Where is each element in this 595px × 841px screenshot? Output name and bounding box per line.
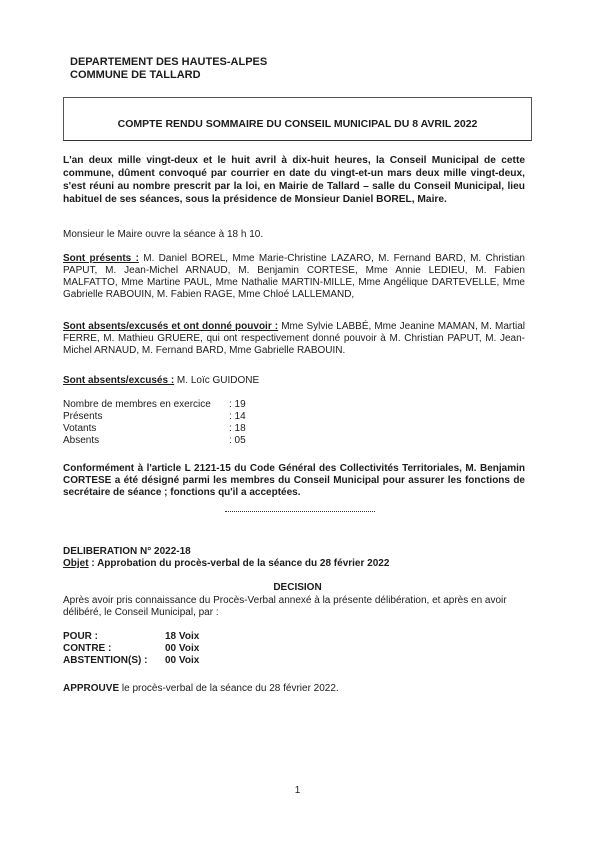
vote-results <box>63 631 303 667</box>
stat-row-members: Nombre de membres en exercice : 19 <box>63 399 246 410</box>
present-label: Sont présents : <box>63 253 139 264</box>
page-number: 1 <box>294 785 301 796</box>
vote-row-against: CONTRE : 00 Voix <box>63 643 200 654</box>
document-title: COMPTE RENDU SOMMAIRE DU CONSEIL MUNICIPAL DU 8 AVRIL 2022 <box>117 118 478 130</box>
separator-line <box>225 511 375 512</box>
intro-paragraph: L'an deux mille vingt-deux et le huit avril à dix-huit heures, la Conseil Municipal de cette commune, dûment convoqué par courrier en date du vingt-et-un mars deux mille vingt-deux, s'est réuni au nombre prescrit par la loi, en Mairie de Tallard – salle du Conseil Municipal, lieu habituel de ses séances, sous la présidence de Monsieur Daniel BOREL, Maire. <box>63 155 525 205</box>
commune-header: COMMUNE DE TALLARD <box>70 69 201 81</box>
stat-row-absent: Absents : 05 <box>63 435 246 446</box>
approval-statement <box>63 683 525 695</box>
title-box <box>63 97 532 141</box>
opening-statement: Monsieur le Maire ouvre la séance à 18 h 10. <box>63 229 264 240</box>
absent-proxy-list: Mme Sylvie LABBÉ, Mme Jeanine MAMAN, M. Martial FERRE, M. Mathieu GRUERE, qui ont respectivement donné pouvoir à M. Christian PAPUT, M. Jean-Michel ARNAUD, M. Fernand BARD, Mme Gabrielle RABOUIN. <box>63 321 525 356</box>
absent-members <box>63 375 525 387</box>
secretary-paragraph: Conformément à l'article L 2121-15 du Code Général des Collectivités Territoriales, M. Benjamin CORTESE a été désigné parmi les membres du Conseil Municipal pour assurer les fonctions de secrétaire de séance ; fonctions qu'il a acceptées. <box>63 463 525 498</box>
decision-text: Après avoir pris connaissance du Procès-Verbal annexé à la présente délibération, et après en avoir délibéré, le Conseil Municipal, par : <box>63 595 507 618</box>
deliberation-number: DELIBERATION N° 2022-18 <box>63 546 191 557</box>
present-members <box>63 253 525 301</box>
department-header: DEPARTEMENT DES HAUTES-ALPES <box>70 56 268 68</box>
approve-text: le procès-verbal de la séance du 28 février 2022. <box>119 683 339 694</box>
stat-row-voters: Votants : 18 <box>63 423 246 434</box>
vote-row-for: POUR : 18 Voix <box>63 631 200 642</box>
approve-keyword: APPROUVE <box>63 683 120 694</box>
object-label: Objet <box>63 558 89 569</box>
deliberation-object <box>63 558 525 570</box>
attendance-stats <box>63 399 303 447</box>
vote-row-abstention: ABSTENTION(S) : 00 Voix <box>63 655 200 666</box>
object-text: : Approbation du procès-verbal de la séance du 28 février 2022 <box>88 558 390 569</box>
absent-label: Sont absents/excusés : <box>63 375 175 386</box>
present-list: M. Daniel BOREL, Mme Marie-Christine LAZARO, M. Fernand BARD, M. Christian PAPUT, M. Jean-Michel ARNAUD, M. Benjamin CORTESE, Mme Annie LEDIEU, M. Fabien MALFATTO, Mme Martine PAUL, Mme Nathalie MARTIN-MILLE, Mme Angélique DARTEVELLE, Mme Gabrielle RABOUIN, M. Fabien RAGE, Mme Chloé LALLEMAND, <box>63 253 525 300</box>
absent-proxy-label: Sont absents/excusés et ont donné pouvoir : <box>63 321 279 332</box>
absent-proxy-members <box>63 321 525 357</box>
decision-title: DECISION <box>273 582 322 593</box>
absent-list: M. Loïc GUIDONE <box>174 375 260 386</box>
stat-row-present: Présents : 14 <box>63 411 246 422</box>
